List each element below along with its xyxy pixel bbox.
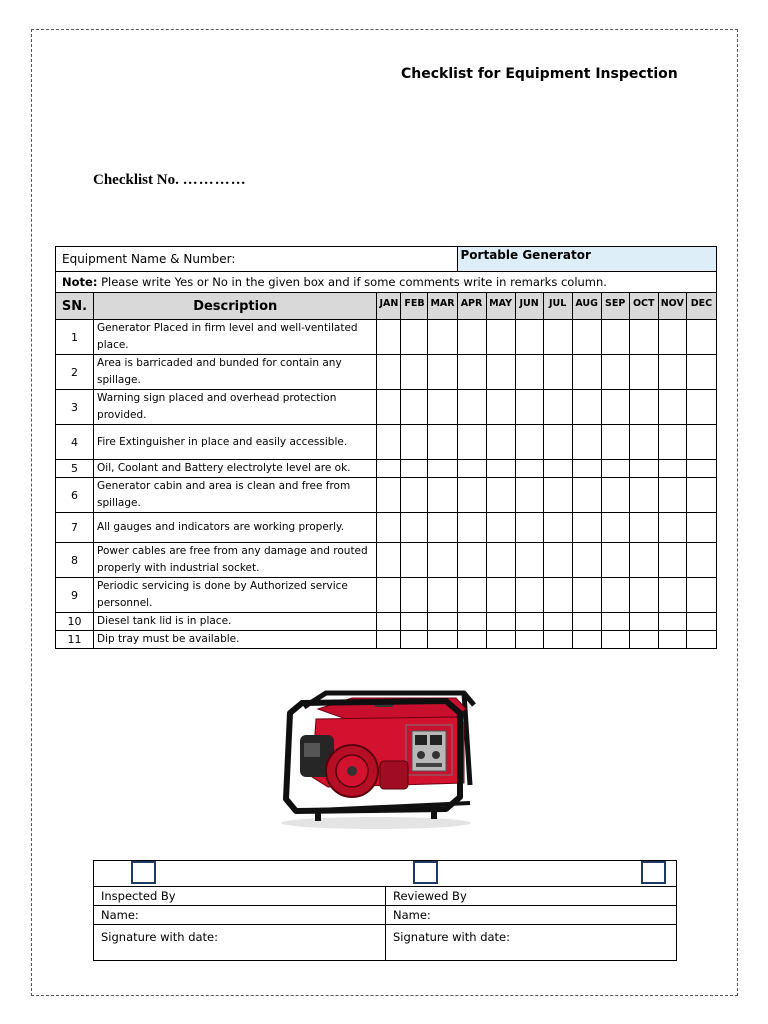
cell-apr[interactable] xyxy=(457,320,486,355)
cell-aug[interactable] xyxy=(572,355,601,390)
cell-nov[interactable] xyxy=(658,543,686,578)
cell-jul[interactable] xyxy=(543,425,572,460)
cell-jul[interactable] xyxy=(543,613,572,631)
cell-dec[interactable] xyxy=(686,425,716,460)
item-sn: 2 xyxy=(56,355,94,390)
checklist-row xyxy=(56,390,717,425)
cell-nov[interactable] xyxy=(658,320,686,355)
cell-dec[interactable] xyxy=(686,390,716,425)
equipment-name-value[interactable]: Portable Generator xyxy=(457,247,716,272)
cell-nov[interactable] xyxy=(658,578,686,613)
checklist-row xyxy=(56,513,717,543)
document-title: Checklist for Equipment Inspection xyxy=(401,66,678,82)
cell-oct[interactable] xyxy=(629,613,658,631)
cell-apr[interactable] xyxy=(457,478,486,513)
cell-jan[interactable] xyxy=(377,425,401,460)
month-header-dec: DEC xyxy=(686,293,716,320)
cell-oct[interactable] xyxy=(629,543,658,578)
cell-feb[interactable] xyxy=(401,613,428,631)
item-description: Oil, Coolant and Battery electrolyte level are ok. xyxy=(94,460,377,478)
cell-mar[interactable] xyxy=(428,390,457,425)
cell-dec[interactable] xyxy=(686,513,716,543)
cell-sep[interactable] xyxy=(601,631,629,649)
cell-jan[interactable] xyxy=(377,578,401,613)
cell-jun[interactable] xyxy=(515,425,543,460)
cell-nov[interactable] xyxy=(658,355,686,390)
cell-mar[interactable] xyxy=(428,355,457,390)
cell-may[interactable] xyxy=(486,355,515,390)
cell-may[interactable] xyxy=(486,390,515,425)
cell-jul[interactable] xyxy=(543,478,572,513)
checklist-row xyxy=(56,460,717,478)
cell-feb[interactable] xyxy=(401,578,428,613)
cell-nov[interactable] xyxy=(658,390,686,425)
item-description: Generator Placed in firm level and well-ventilated place. xyxy=(94,320,377,355)
cell-oct[interactable] xyxy=(629,513,658,543)
cell-apr[interactable] xyxy=(457,390,486,425)
cell-may[interactable] xyxy=(486,425,515,460)
cell-jun[interactable] xyxy=(515,578,543,613)
checklist-row xyxy=(56,543,717,578)
cell-jan[interactable] xyxy=(377,478,401,513)
cell-aug[interactable] xyxy=(572,320,601,355)
cell-feb[interactable] xyxy=(401,355,428,390)
cell-dec[interactable] xyxy=(686,613,716,631)
cell-nov[interactable] xyxy=(658,460,686,478)
cell-jan[interactable] xyxy=(377,613,401,631)
cell-nov[interactable] xyxy=(658,478,686,513)
cell-aug[interactable] xyxy=(572,578,601,613)
note-row xyxy=(56,272,717,293)
cell-aug[interactable] xyxy=(572,478,601,513)
cell-apr[interactable] xyxy=(457,513,486,543)
month-header-jun: JUN xyxy=(515,293,543,320)
item-sn: 7 xyxy=(56,513,94,543)
item-description: All gauges and indicators are working properly. xyxy=(94,513,377,543)
cell-sep[interactable] xyxy=(601,543,629,578)
cell-aug[interactable] xyxy=(572,460,601,478)
cell-feb[interactable] xyxy=(401,543,428,578)
month-header-oct: OCT xyxy=(629,293,658,320)
cell-jul[interactable] xyxy=(543,578,572,613)
reviewer-signature-field[interactable]: Signature with date: xyxy=(386,925,677,961)
cell-oct[interactable] xyxy=(629,578,658,613)
month-header-may: MAY xyxy=(486,293,515,320)
cell-dec[interactable] xyxy=(686,355,716,390)
description-header: Description xyxy=(94,293,377,320)
month-header-aug: AUG xyxy=(572,293,601,320)
cell-dec[interactable] xyxy=(686,320,716,355)
month-header-jul: JUL xyxy=(543,293,572,320)
inspector-signature-field[interactable]: Signature with date: xyxy=(94,925,386,961)
cell-apr[interactable] xyxy=(457,355,486,390)
cell-oct[interactable] xyxy=(629,320,658,355)
cell-oct[interactable] xyxy=(629,425,658,460)
cell-sep[interactable] xyxy=(601,355,629,390)
item-description: Area is barricaded and bunded for contain any spillage. xyxy=(94,355,377,390)
cell-jun[interactable] xyxy=(515,513,543,543)
cell-mar[interactable] xyxy=(428,631,457,649)
checklist-row xyxy=(56,631,717,649)
cell-mar[interactable] xyxy=(428,613,457,631)
cell-jul[interactable] xyxy=(543,460,572,478)
cell-apr[interactable] xyxy=(457,578,486,613)
cell-mar[interactable] xyxy=(428,543,457,578)
cell-aug[interactable] xyxy=(572,631,601,649)
item-sn: 9 xyxy=(56,578,94,613)
cell-may[interactable] xyxy=(486,320,515,355)
month-header-sep: SEP xyxy=(601,293,629,320)
cell-feb[interactable] xyxy=(401,513,428,543)
cell-oct[interactable] xyxy=(629,460,658,478)
cell-feb[interactable] xyxy=(401,425,428,460)
cell-dec[interactable] xyxy=(686,578,716,613)
cell-jan[interactable] xyxy=(377,390,401,425)
cell-jun[interactable] xyxy=(515,390,543,425)
cell-oct[interactable] xyxy=(629,355,658,390)
cell-feb[interactable] xyxy=(401,631,428,649)
cell-sep[interactable] xyxy=(601,478,629,513)
signoff-header-row xyxy=(94,861,677,887)
item-sn: 11 xyxy=(56,631,94,649)
cell-mar[interactable] xyxy=(428,425,457,460)
cell-mar[interactable] xyxy=(428,460,457,478)
item-sn: 10 xyxy=(56,613,94,631)
item-description: Generator cabin and area is clean and free from spillage. xyxy=(94,478,377,513)
month-header-nov: NOV xyxy=(658,293,686,320)
checklist-row xyxy=(56,478,717,513)
cell-mar[interactable] xyxy=(428,578,457,613)
cell-jun[interactable] xyxy=(515,355,543,390)
month-header-jan: JAN xyxy=(377,293,401,320)
cell-jun[interactable] xyxy=(515,460,543,478)
generator-image xyxy=(256,665,488,845)
cell-aug[interactable] xyxy=(572,390,601,425)
cell-aug[interactable] xyxy=(572,543,601,578)
checklist-number-label: Checklist No. xyxy=(93,172,179,188)
item-sn: 1 xyxy=(56,320,94,355)
item-sn: 4 xyxy=(56,425,94,460)
note-label: Note: xyxy=(62,274,98,289)
checklist-row xyxy=(56,320,717,355)
reviewed-by-label: Reviewed By xyxy=(386,887,677,906)
cell-oct[interactable] xyxy=(629,631,658,649)
cell-feb[interactable] xyxy=(401,460,428,478)
cell-apr[interactable] xyxy=(457,631,486,649)
cell-nov[interactable] xyxy=(658,513,686,543)
cell-sep[interactable] xyxy=(601,320,629,355)
cell-may[interactable] xyxy=(486,513,515,543)
cell-mar[interactable] xyxy=(428,478,457,513)
item-sn: 5 xyxy=(56,460,94,478)
cell-may[interactable] xyxy=(486,543,515,578)
item-sn: 8 xyxy=(56,543,94,578)
cell-apr[interactable] xyxy=(457,613,486,631)
item-description: Fire Extinguisher in place and easily accessible. xyxy=(94,425,377,460)
cell-jul[interactable] xyxy=(543,320,572,355)
cell-jan[interactable] xyxy=(377,631,401,649)
inspected-by-label: Inspected By xyxy=(94,887,386,906)
cell-feb[interactable] xyxy=(401,478,428,513)
item-description: Dip tray must be available. xyxy=(94,631,377,649)
cell-aug[interactable] xyxy=(572,425,601,460)
cell-mar[interactable] xyxy=(428,320,457,355)
cell-jun[interactable] xyxy=(515,320,543,355)
cell-may[interactable] xyxy=(486,478,515,513)
item-description: Diesel tank lid is in place. xyxy=(94,613,377,631)
inspector-name-field[interactable]: Name: xyxy=(94,906,386,925)
cell-aug[interactable] xyxy=(572,513,601,543)
inspection-table xyxy=(55,246,717,649)
cell-apr[interactable] xyxy=(457,543,486,578)
signoff-table xyxy=(93,860,677,961)
cell-feb[interactable] xyxy=(401,390,428,425)
item-description: Warning sign placed and overhead protection provided. xyxy=(94,390,377,425)
cell-dec[interactable] xyxy=(686,460,716,478)
cell-dec[interactable] xyxy=(686,631,716,649)
note-text: Please write Yes or No in the given box and if some comments write in remarks column. xyxy=(97,274,607,289)
cell-feb[interactable] xyxy=(401,320,428,355)
cell-jan[interactable] xyxy=(377,355,401,390)
checklist-number xyxy=(93,172,247,189)
cell-sep[interactable] xyxy=(601,613,629,631)
equipment-name-label: Equipment Name & Number: xyxy=(56,247,458,272)
cell-jun[interactable] xyxy=(515,543,543,578)
cell-nov[interactable] xyxy=(658,425,686,460)
checklist-row xyxy=(56,355,717,390)
cell-apr[interactable] xyxy=(457,425,486,460)
month-header-apr: APR xyxy=(457,293,486,320)
month-header-feb: FEB xyxy=(401,293,428,320)
cell-jun[interactable] xyxy=(515,613,543,631)
cell-jul[interactable] xyxy=(543,355,572,390)
item-sn: 3 xyxy=(56,390,94,425)
cell-aug[interactable] xyxy=(572,613,601,631)
checklist-row xyxy=(56,425,717,460)
reviewer-name-field[interactable]: Name: xyxy=(386,906,677,925)
cell-jul[interactable] xyxy=(543,390,572,425)
sn-header: SN. xyxy=(56,293,94,320)
cell-sep[interactable] xyxy=(601,390,629,425)
cell-jan[interactable] xyxy=(377,320,401,355)
cell-jul[interactable] xyxy=(543,631,572,649)
cell-dec[interactable] xyxy=(686,478,716,513)
checklist-number-blank[interactable]: ………… xyxy=(182,172,247,188)
item-description: Power cables are free from any damage and routed properly with industrial socket. xyxy=(94,543,377,578)
checklist-row xyxy=(56,613,717,631)
item-sn: 6 xyxy=(56,478,94,513)
cell-sep[interactable] xyxy=(601,425,629,460)
cell-jan[interactable] xyxy=(377,460,401,478)
cell-nov[interactable] xyxy=(658,613,686,631)
cell-nov[interactable] xyxy=(658,631,686,649)
cell-mar[interactable] xyxy=(428,513,457,543)
cell-jan[interactable] xyxy=(377,513,401,543)
checklist-row xyxy=(56,578,717,613)
cell-sep[interactable] xyxy=(601,460,629,478)
cell-jun[interactable] xyxy=(515,478,543,513)
cell-jan[interactable] xyxy=(377,543,401,578)
cell-apr[interactable] xyxy=(457,460,486,478)
cell-jul[interactable] xyxy=(543,543,572,578)
item-description: Periodic servicing is done by Authorized service personnel. xyxy=(94,578,377,613)
cell-may[interactable] xyxy=(486,613,515,631)
cell-dec[interactable] xyxy=(686,543,716,578)
cell-may[interactable] xyxy=(486,578,515,613)
cell-sep[interactable] xyxy=(601,513,629,543)
cell-may[interactable] xyxy=(486,631,515,649)
cell-oct[interactable] xyxy=(629,478,658,513)
month-header-mar: MAR xyxy=(428,293,457,320)
cell-jul[interactable] xyxy=(543,513,572,543)
cell-jun[interactable] xyxy=(515,631,543,649)
cell-sep[interactable] xyxy=(601,578,629,613)
cell-oct[interactable] xyxy=(629,390,658,425)
cell-may[interactable] xyxy=(486,460,515,478)
